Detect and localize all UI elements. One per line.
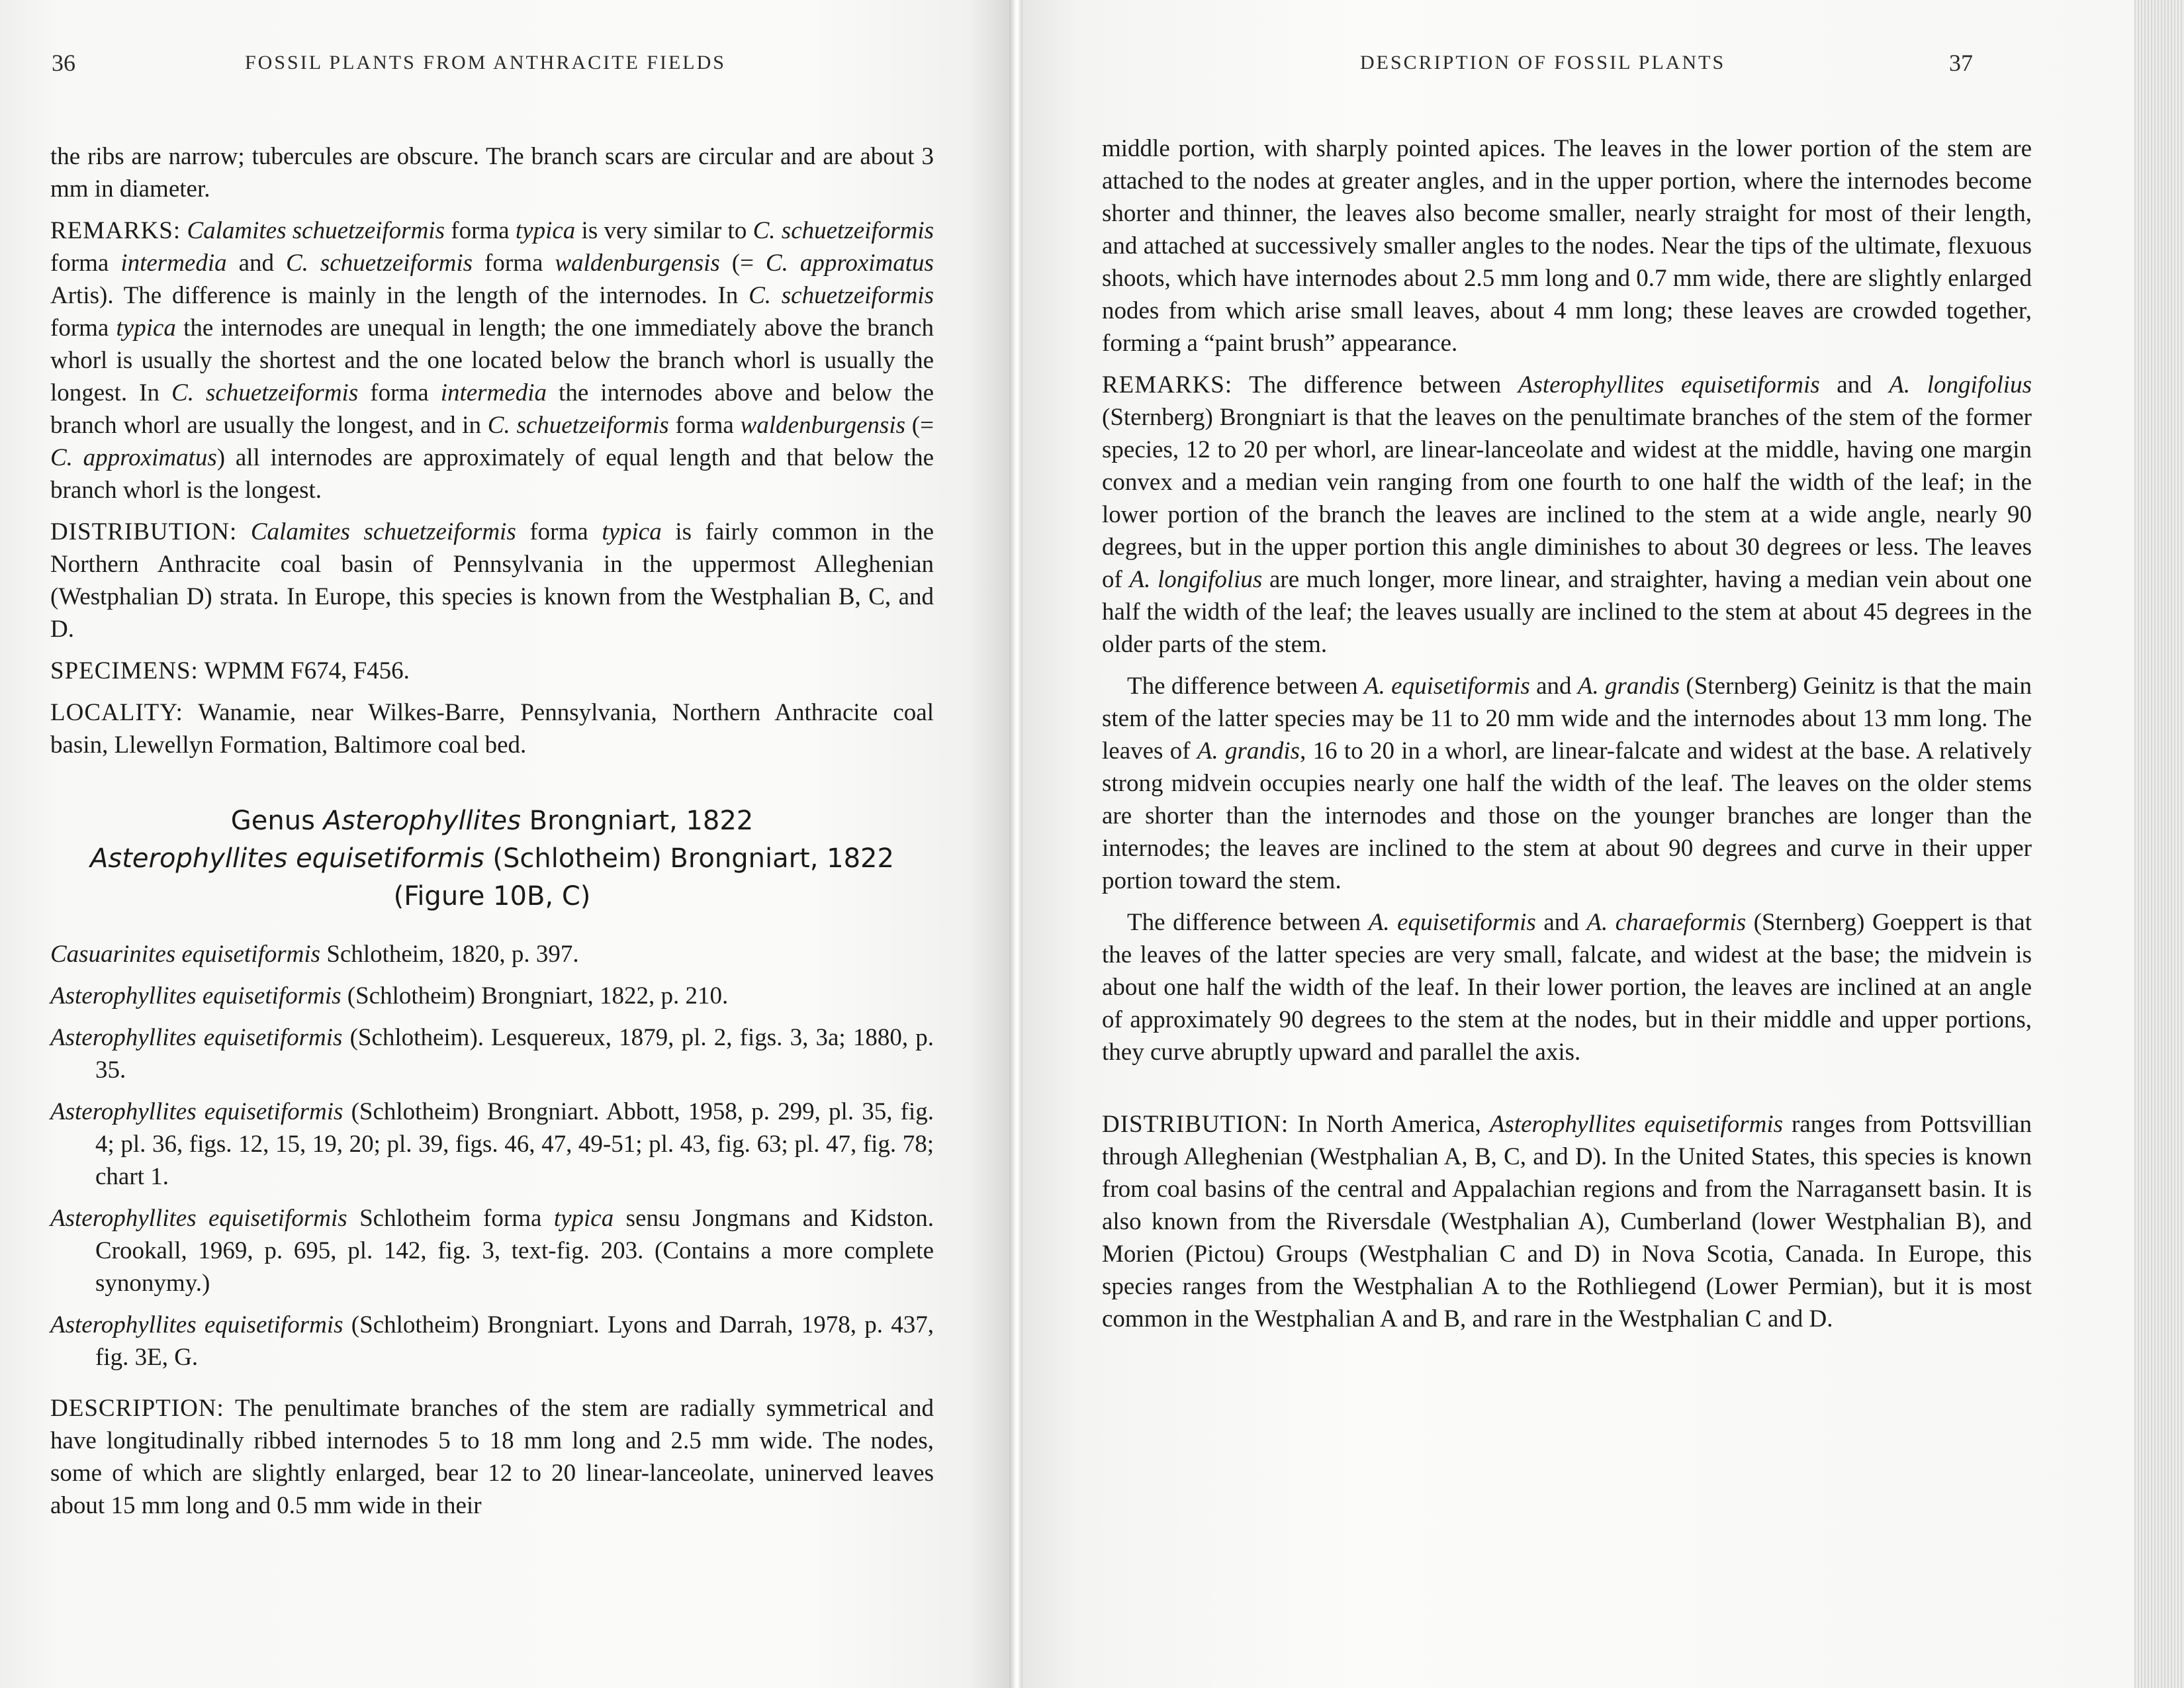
synonymy-entry: Casuarinites equisetiformis Schlotheim, 1820, p. 397. (50, 941, 579, 968)
synonymy-entry: Asterophyllites equisetiformis (Schlotheim) Brongniart, 1822, p. 210. (50, 982, 729, 1009)
specimens-label: SPECIMENS: (50, 657, 199, 684)
right-page (1023, 0, 2134, 1688)
page-fore-edge (2134, 0, 2184, 1688)
right-intro-paragraph: middle portion, with sharply pointed apices. The leaves in the lower portion of the stem are attached to the nodes at greater angles, and in the upper portion, where the internodes become shorter and thinner, the leaves also become smaller, nearly straight for most of their length, and attached at successively smaller angles to the nodes. Near the tips of the ultimate, flexuous shoots, which have internodes about 2.5 mm long and 0.7 mm wide, there are slightly enlarged nodes from which arise small leaves, about 4 mm long; these leaves are crowded together, forming a “paint brush” appearance. (1102, 135, 2032, 357)
remarks-paragraph: REMARKS: Calamites schuetzeiformis forma typica is very similar to C. schuetzeiformis forma intermedia and C. schuetzeiformis forma waldenburgensis (= C. approximatus Artis). The difference is mainly in the length of the internodes. In C. schuetzeiformis forma typica the internodes are unequal in length; the one immediately above the branch whorl is usually the shortest and the one located below the branch whorl is usually the longest. In C. schuetzeiformis forma intermedia the internodes above and below the branch whorl are usually the longest, and in C. schuetzeiformis forma waldenburgensis (= C. approximatus) all internodes are approximately of equal length and that below the branch whorl is the longest. (50, 217, 934, 504)
distribution-label: DISTRIBUTION: (50, 518, 238, 545)
synonymy-entry: Asterophyllites equisetiformis (Schlotheim) Brongniart. Abbott, 1958, p. 299, pl. 35, fig. 4; pl. 36, figs. 12, 15, 19, 20; pl. 39, figs. 46, 47, 49-51; pl. 43, fig. 63; pl. 47, fig. 78; chart 1. (50, 1098, 934, 1190)
genus-heading: Genus Asterophyllites Brongniart, 1822 Asterophyllites equisetiformis (Schlotheim) Brongniart, 1822 (Figure 10B, C) (90, 806, 894, 912)
left-page (0, 0, 1009, 1688)
synonymy-entry: Asterophyllites equisetiformis (Schlotheim) Brongniart. Lyons and Darrah, 1978, p. 437, fig. 3E, G. (50, 1311, 934, 1371)
right-running-head: DESCRIPTION OF FOSSIL PLANTS (1360, 52, 1726, 73)
locality-label: LOCALITY: (50, 699, 183, 726)
locality-paragraph: LOCALITY: Wanamie, near Wilkes-Barre, Pennsylvania, Northern Anthracite coal basin, Llewellyn Formation, Baltimore coal bed. (50, 699, 934, 759)
charaeformis-comparison-paragraph: The difference between A. equisetiformis and A. charaeformis (Sternberg) Goeppert is that the leaves of the latter species are very small, falcate, and widest at the base; the midvein is about one half the width of the leaf. In their lower portion, the leaves are inclined at an angle of approximately 90 degrees to the stem at the nodes, but in their middle and upper portions, they curve abruptly upward and parallel the axis. (1102, 909, 2032, 1066)
remarks-label: REMARKS: (50, 217, 181, 244)
specimens-paragraph: SPECIMENS: WPMM F674, F456. (50, 657, 410, 684)
left-running-head: FOSSIL PLANTS FROM ANTHRACITE FIELDS (245, 52, 726, 73)
right-page-number: 37 (1949, 50, 1973, 76)
synonymy-list (50, 938, 934, 1374)
left-text-column (50, 140, 934, 1531)
right-remarks-label: REMARKS: (1102, 371, 1233, 399)
description-label: DESCRIPTION: (50, 1395, 224, 1422)
right-remarks-paragraph: REMARKS: The difference between Asterophyllites equisetiformis and A. longifolius (Sternberg) Brongniart is that the leaves on the penultimate branches of the stem of the former species, 12 to 20 per whorl, are linear-lanceolate and widest at the middle, having one margin convex and a median vein ranging from one fourth to one half the width of the leaf; in the lower portion of the branch the leaves are inclined to the stem at a wide angle, nearly 90 degrees, but in the upper portion this angle diminishes to about 30 degrees or less. The leaves of A. longifolius are much longer, more linear, and straighter, having a median vein about one half the width of the leaf; the leaves usually are inclined to the stem at about 45 degrees in the older parts of the stem. (1102, 371, 2032, 658)
right-distribution-label: DISTRIBUTION: (1102, 1111, 1289, 1138)
synonymy-entry: Asterophyllites equisetiformis Schlotheim forma typica sensu Jongmans and Kidston. Crookall, 1969, p. 695, pl. 142, fig. 3, text-fig. 203. (Contains a more complete synonymy.) (50, 1205, 934, 1297)
grandis-comparison-paragraph: The difference between A. equisetiformis and A. grandis (Sternberg) Geinitz is that the main stem of the latter species may be 11 to 20 mm wide and the internodes about 13 mm long. The leaves of A. grandis, 16 to 20 in a whorl, are linear-falcate and widest at the base. A relatively strong midvein occupies nearly one half the width of the leaf. The leaves on the older stems are shorter than the internodes and those on the younger branches are longer than the internodes; the leaves are inclined to the stem at about 90 degrees and curve in their upper portion toward the stem. (1102, 673, 2032, 894)
book-gutter (1009, 0, 1023, 1688)
synonymy-entry: Asterophyllites equisetiformis (Schlotheim). Lesquereux, 1879, pl. 2, figs. 3, 3a; 1880, p. 35. (50, 1024, 934, 1084)
distribution-paragraph: DISTRIBUTION: Calamites schuetzeiformis forma typica is fairly common in the Northern Anthracite coal basin of Pennsylvania in the uppermost Alleghenian (Westphalian D) strata. In Europe, this species is known from the Westphalian B, C, and D. (50, 518, 934, 643)
description-paragraph: DESCRIPTION: The penultimate branches of the stem are radially symmetrical and have longitudinally ribbed internodes 5 to 18 mm long and 2.5 mm wide. The nodes, some of which are slightly enlarged, bear 12 to 20 linear-lanceolate, uninerved leaves about 15 mm long and 0.5 mm wide in their (50, 1395, 934, 1519)
left-intro-paragraph: the ribs are narrow; tubercules are obscure. The branch scars are circular and are about 3 mm in diameter. (50, 143, 934, 203)
right-text-column (1102, 132, 2032, 1344)
left-page-number: 36 (52, 50, 75, 76)
right-distribution-paragraph: DISTRIBUTION: In North America, Asterophyllites equisetiformis ranges from Pottsvillian through Alleghenian (Westphalian A, B, C, and D). In the United States, this species is known from coal basins of the central and Appalachian regions and from the Narragansett basin. It is also known from the Riversdale (Westphalian A), Cumberland (lower Westphalian B), and Morien (Pictou) Groups (Westphalian C and D) in Nova Scotia, Canada. In Europe, this species ranges from the Westphalian A to the Rothliegend (Lower Permian), but it is most common in the Westphalian A and B, and rare in the Westphalian C and D. (1102, 1111, 2032, 1333)
